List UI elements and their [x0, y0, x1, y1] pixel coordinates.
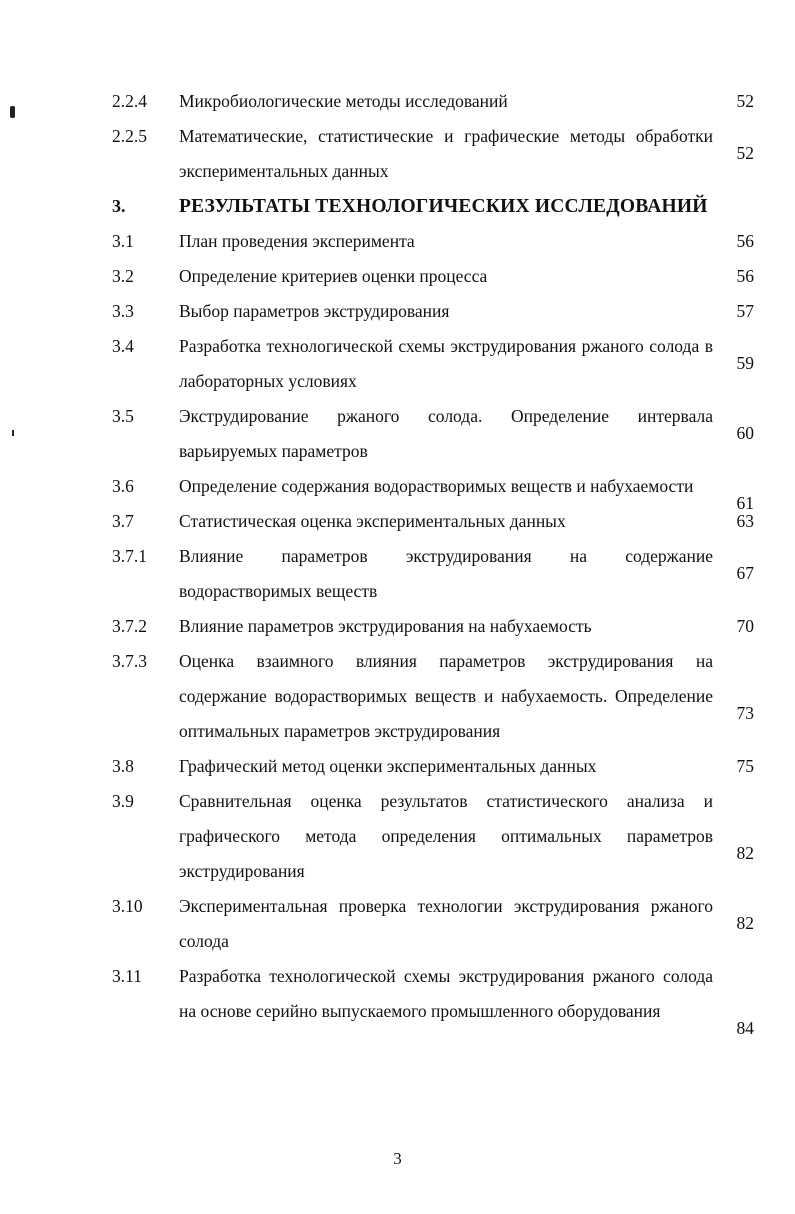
- toc-entry-number: 3.: [112, 196, 126, 216]
- toc-entry-number: 3.1: [112, 231, 134, 251]
- toc-entry-title: Статистическая оценка экспериментальных данных: [179, 511, 566, 531]
- toc-entry-number: 3.11: [112, 966, 142, 986]
- toc-entry-number: 3.8: [112, 756, 134, 776]
- toc-entry: [0, 539, 795, 609]
- toc-entry-title: Экструдирование ржаного солода. Определение интервала варьируемых параметров: [179, 406, 713, 461]
- toc-entry: [0, 889, 795, 959]
- toc-entry-number: 3.6: [112, 476, 134, 496]
- toc-entry-title: Влияние параметров экструдирования на набухаемость: [179, 616, 592, 636]
- toc-entry: [0, 959, 795, 1038]
- toc-entry-title: Определение содержания водорастворимых веществ и набухаемости: [179, 476, 694, 496]
- toc-entry-title: Сравнительная оценка результатов статистического анализа и графического метода определения оптимальных параметров экструдирования: [179, 791, 713, 881]
- toc-entry-page: 60: [736, 423, 754, 443]
- toc-entry: [0, 504, 795, 539]
- toc-entry: [0, 399, 795, 469]
- toc-entry-page: 59: [736, 353, 754, 373]
- toc-entry-number: 3.7.1: [112, 546, 147, 566]
- toc-entry-page: 52: [736, 91, 754, 111]
- toc-entry: [0, 84, 795, 119]
- toc-entry-title: Микробиологические методы исследований: [179, 91, 508, 111]
- toc-entry-number: 3.4: [112, 336, 134, 356]
- toc-entry-number: 3.9: [112, 791, 134, 811]
- toc-entry-title: Графический метод оценки экспериментальных данных: [179, 756, 597, 776]
- toc-entry-page: 61: [736, 493, 754, 513]
- toc-entry-number: 3.10: [112, 896, 143, 916]
- toc-entry-page: 73: [736, 703, 754, 723]
- toc-entry: [0, 119, 795, 189]
- toc-entry-page: 63: [736, 511, 754, 531]
- toc-section-heading: [0, 189, 795, 224]
- toc-entry-number: 3.5: [112, 406, 134, 426]
- toc-entry-page: 67: [736, 563, 754, 583]
- toc-entry-page: 82: [736, 913, 754, 933]
- toc-entry-page: 52: [736, 143, 754, 163]
- toc-entry: [0, 329, 795, 399]
- toc-entry-page: 82: [736, 843, 754, 863]
- toc-entry-title: Разработка технологической схемы экструдирования ржаного солода в лабораторных условиях: [179, 336, 713, 391]
- toc-entry-number: 3.7.2: [112, 616, 147, 636]
- toc-entry-page: 84: [736, 1018, 754, 1038]
- toc-entry-number: 2.2.5: [112, 126, 147, 146]
- toc-entry: [0, 609, 795, 644]
- toc-entry-number: 3.2: [112, 266, 134, 286]
- table-of-contents: [0, 84, 795, 1038]
- toc-entry: [0, 469, 795, 513]
- toc-entry-page: 70: [736, 616, 754, 636]
- toc-entry-title: РЕЗУЛЬТАТЫ ТЕХНОЛОГИЧЕСКИХ ИССЛЕДОВАНИЙ: [179, 196, 708, 217]
- toc-entry-page: 56: [736, 266, 754, 286]
- toc-entry-title: Оценка взаимного влияния параметров экструдирования на содержание водорастворимых веществ и набухаемость. Определение оптимальных параметров экструдирования: [179, 651, 713, 741]
- toc-entry-title: Экспериментальная проверка технологии экструдирования ржаного солода: [179, 896, 713, 951]
- toc-entry-title: Математические, статистические и графические методы обработки экспериментальных данных: [179, 126, 713, 181]
- toc-entry-page: 57: [736, 301, 754, 321]
- toc-entry-page: 75: [736, 756, 754, 776]
- toc-entry: [0, 784, 795, 889]
- toc-entry-number: 2.2.4: [112, 91, 147, 111]
- toc-entry: [0, 224, 795, 259]
- toc-entry-title: План проведения эксперимента: [179, 231, 415, 251]
- toc-entry-number: 3.7.3: [112, 651, 147, 671]
- toc-entry-title: Разработка технологической схемы экструдирования ржаного солода на основе серийно выпускаемого промышленного оборудования: [179, 966, 713, 1021]
- toc-entry: [0, 644, 795, 749]
- toc-entry: [0, 294, 795, 329]
- toc-entry-number: 3.3: [112, 301, 134, 321]
- toc-entry-number: 3.7: [112, 511, 134, 531]
- toc-entry-page: 56: [736, 231, 754, 251]
- page-number: 3: [393, 1149, 402, 1168]
- toc-entry-title: Определение критериев оценки процесса: [179, 266, 488, 286]
- toc-entry: [0, 749, 795, 784]
- toc-entry-title: Влияние параметров экструдирования на содержание водорастворимых веществ: [179, 546, 713, 601]
- toc-entry-title: Выбор параметров экструдирования: [179, 301, 450, 321]
- toc-entry: [0, 259, 795, 294]
